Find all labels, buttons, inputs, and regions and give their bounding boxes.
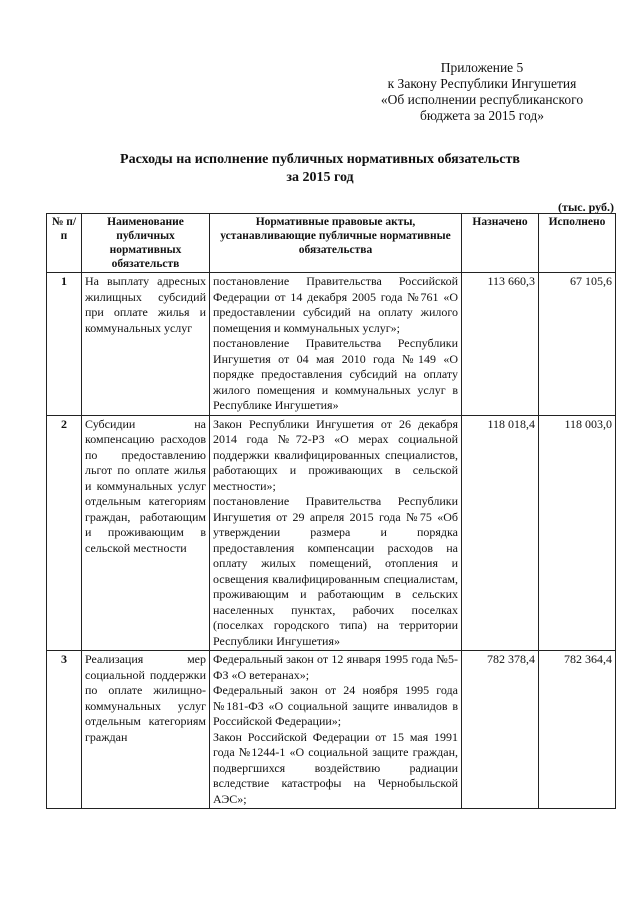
header-executed: Исполнено <box>539 214 616 273</box>
table-row <box>47 651 616 809</box>
act-text: Федеральный закон от 12 января 1995 года №5-ФЗ «О ветеранах»; <box>213 652 458 682</box>
appendix-line: Приложение 5 <box>440 60 524 75</box>
act-text: постановление Правительства Республики Ингушетия от 29 апреля 2015 года №75 «Об утверждении размера и порядка предоставления компенсации расходов на оплату жилых помещений, отопления и освещения квалифицированным специалистам, проживающим и работающим в сельских населенных пунктах, рабочих поселках (поселках городского типа) на территории Республики Ингушетия» <box>213 494 458 648</box>
header-name: Наименование публичных нормативных обязательств <box>82 214 210 273</box>
document-title <box>60 151 580 187</box>
row-acts <box>210 651 462 809</box>
row-num: 1 <box>47 273 82 416</box>
row-executed: 67 105,6 <box>539 273 616 416</box>
act-text: постановление Правительства Российской Федерации от 14 декабря 2005 года №761 «О предоставлении субсидий на оплату жилого помещения и коммунальных услуг»; <box>213 274 458 335</box>
row-assigned: 113 660,3 <box>462 273 539 416</box>
act-text: Закон Российской Федерации от 15 мая 1991 года №1244-1 «О социальной защите граждан, подвергшихся воздействию радиации вследствие катастрофы на Чернобыльской АЭС»; <box>213 729 458 806</box>
row-assigned: 782 378,4 <box>462 651 539 809</box>
row-acts <box>210 273 462 416</box>
header-num: № п/п <box>47 214 82 273</box>
title-line: Расходы на исполнение публичных нормативных обязательств <box>120 152 520 167</box>
table-row <box>47 415 616 651</box>
appendix-line: бюджета за 2015 год» <box>420 108 544 123</box>
row-executed: 118 003,0 <box>539 415 616 651</box>
act-text: Федеральный закон от 24 ноября 1995 года №181-ФЗ «О социальной защите инвалидов в Российской Федерации»; <box>213 683 458 728</box>
table-header-row <box>47 214 616 273</box>
row-num: 2 <box>47 415 82 651</box>
appendix-header <box>352 60 612 124</box>
row-name: Субсидии на компенсацию расходов по предоставлению льгот по оплате жилья и коммунальных услуг отдельным категориям граждан, работающим и проживающим в сельской местности <box>82 415 210 651</box>
act-text: Закон Республики Ингушетия от 26 декабря 2014 года №72-РЗ «О мерах социальной поддержки квалифицированных специалистов, работающих и проживающих в сельской местности»; <box>213 416 458 493</box>
row-executed: 782 364,4 <box>539 651 616 809</box>
appendix-line: к Закону Республики Ингушетия <box>387 76 577 91</box>
row-assigned: 118 018,4 <box>462 415 539 651</box>
appendix-line: «Об исполнении республиканского <box>380 92 584 107</box>
obligations-table <box>46 213 616 809</box>
title-line: за 2015 год <box>286 170 354 185</box>
row-name: Реализация мер социальной поддержки по оплате жилищно-коммунальных услуг отдельным категориям граждан <box>82 651 210 809</box>
row-num: 3 <box>47 651 82 809</box>
units-label: (тыс. руб.) <box>558 200 614 214</box>
header-acts: Нормативные правовые акты, устанавливающие публичные нормативные обязательства <box>210 214 462 273</box>
table-row <box>47 273 616 416</box>
header-assigned: Назначено <box>462 214 539 273</box>
row-name: На выплату адресных жилищных субсидий при оплате жилья и коммунальных услуг <box>82 273 210 416</box>
act-text: постановление Правительства Республики Ингушетия от 04 мая 2010 года №149 «О порядке предоставления субсидий на оплату жилого помещения и коммунальных услуг в Республике Ингушетия» <box>213 336 458 412</box>
row-acts <box>210 415 462 651</box>
